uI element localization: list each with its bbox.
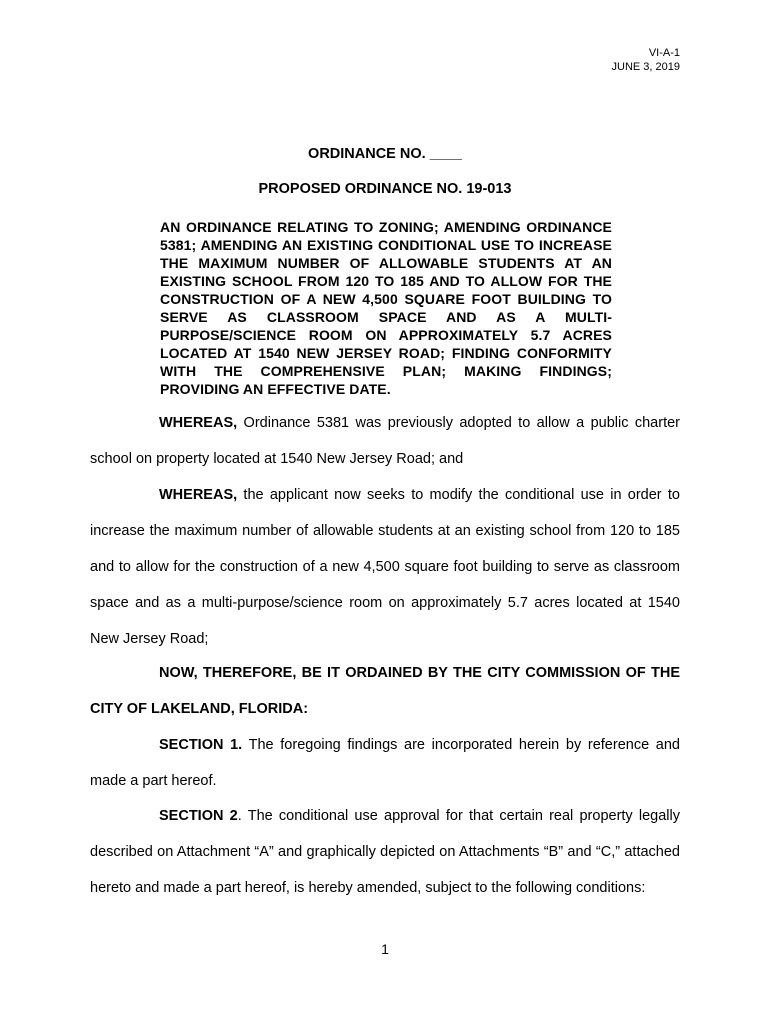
document-header xyxy=(612,46,680,74)
whereas-text: Ordinance 5381 was previously adopted to allow a public charter school on property located at 1540 New Jersey Road; and xyxy=(90,415,680,467)
whereas-text: the applicant now seeks to modify the conditional use in order to increase the maximum number of allowable students at an existing school from 120 to 185 and to allow for the construction of a new 4,500 square foot building to serve as classroom space and as a multi-purpose/science room on approximately 5.7 acres located at 1540 New Jersey Road; xyxy=(90,487,680,647)
whereas-paragraph-1 xyxy=(90,405,680,477)
proposed-ordinance-number: PROPOSED ORDINANCE NO. 19-013 xyxy=(258,181,512,197)
now-therefore-clause: NOW, THEREFORE, BE IT ORDAINED BY THE CITY COMMISSION OF THE CITY OF LAKELAND, FLORIDA: xyxy=(90,665,680,717)
section-2-text: . The conditional use approval for that certain real property legally described on Attachment “A” and graphically depicted on Attachments “B” and “C,” attached hereto and made a part hereof, is hereby amended, subject to the following conditions: xyxy=(90,808,680,896)
section-1-lead: SECTION 1. xyxy=(159,737,243,753)
doc-date: JUNE 3, 2019 xyxy=(611,61,680,73)
page-number: 1 xyxy=(381,941,389,957)
section-1 xyxy=(90,727,680,799)
ordinance-title: AN ORDINANCE RELATING TO ZONING; AMENDING ORDINANCE 5381; AMENDING AN EXISTING CONDITIONAL USE TO INCREASE THE MAXIMUM NUMBER OF ALLOWABLE STUDENTS AT AN EXISTING SCHOOL FROM 120 TO 185 AND TO ALLOW FOR THE CONSTRUCTION OF A NEW 4,500 SQUARE FOOT BUILDING TO SERVE AS CLASSROOM SPACE AND AS A MULTI-PURPOSE/SCIENCE ROOM ON APPROXIMATELY 5.7 ACRES LOCATED AT 1540 NEW JERSEY ROAD; FINDING CONFORMITY WITH THE COMPREHENSIVE PLAN; MAKING FINDINGS; PROVIDING AN EFFECTIVE DATE. xyxy=(160,219,612,397)
section-2 xyxy=(90,798,680,906)
whereas-paragraph-2 xyxy=(90,477,680,657)
section-2-lead: SECTION 2 xyxy=(159,808,238,824)
section-1-text: The foregoing findings are incorporated herein by reference and made a part hereof. xyxy=(90,737,680,789)
whereas-lead: WHEREAS, xyxy=(159,487,238,503)
whereas-lead: WHEREAS, xyxy=(159,415,238,431)
doc-id: VI-A-1 xyxy=(648,47,680,59)
ordinance-number: ORDINANCE NO. ____ xyxy=(308,146,462,162)
